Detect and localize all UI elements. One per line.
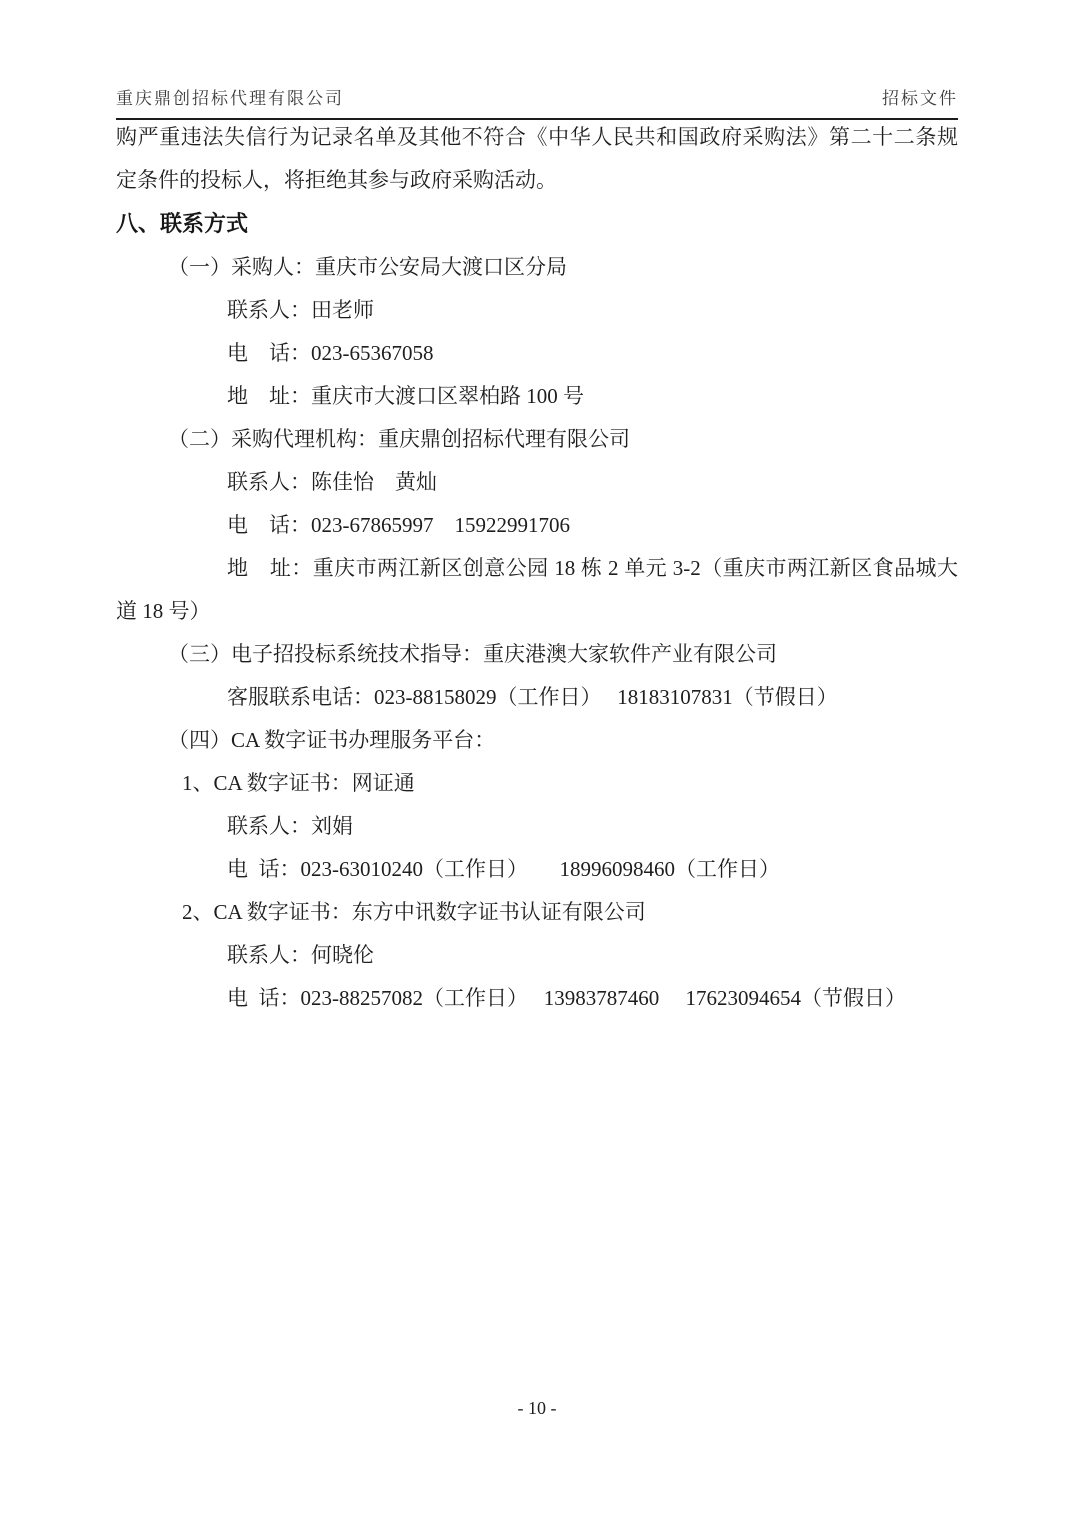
page-header: [116, 84, 958, 120]
contact-line-ca2: 2、CA 数字证书：东方中讯数字证书认证有限公司: [182, 900, 646, 924]
document-body: [116, 116, 958, 1020]
company-name: 重庆鼎创招标代理有限公司: [116, 89, 344, 108]
contact-line-person: 联系人：田老师: [227, 298, 374, 322]
contact-line-phone: 电 话：023-65367058: [227, 341, 434, 365]
contact-line-ebidding-support: （三）电子招投标系统技术指导：重庆港澳大家软件产业有限公司: [168, 642, 777, 666]
contact-line-ca1-phone: 电 话：023-63010240（工作日） 18996098460（工作日）: [227, 857, 780, 881]
contact-line-agency: （二）采购代理机构：重庆鼎创招标代理有限公司: [168, 427, 630, 451]
intro-line-1: 购严重违法失信行为记录名单及其他不符合《中华人民共和国政府采购法》第二十二条规: [116, 125, 958, 149]
contact-line-ca2-phone: 电 话：023-88257082（工作日） 13983787460 17623094654（节假日）: [227, 986, 906, 1010]
contact-section: [116, 246, 958, 1020]
page-number: - 10 -: [517, 1398, 557, 1418]
contact-line-agency-person: 联系人：陈佳怡 黄灿: [227, 470, 437, 494]
contact-line-ca-platform: （四）CA 数字证书办理服务平台：: [168, 728, 496, 752]
contact-line-agency-address: 地 址：重庆市两江新区创意公园 18 栋 2 单元 3-2（重庆市两江新区食品城大: [227, 556, 958, 580]
document-type: 招标文件: [882, 89, 958, 108]
contact-line-address-wrap: 道 18 号）: [116, 599, 211, 623]
contact-line-service-phone: 客服联系电话：023-88158029（工作日） 18183107831（节假日）: [227, 685, 838, 709]
section-heading-contact: 八、联系方式: [116, 211, 249, 236]
contact-line-address: 地 址：重庆市大渡口区翠柏路 100 号: [227, 384, 584, 408]
contact-line-ca2-person: 联系人：何晓伦: [227, 943, 374, 967]
contact-line-ca1-person: 联系人：刘娟: [227, 814, 353, 838]
contact-line-ca1: 1、CA 数字证书：网证通: [182, 771, 415, 795]
contact-line-purchaser: （一）采购人：重庆市公安局大渡口区分局: [168, 255, 567, 279]
contact-line-agency-phone: 电 话：023-67865997 15922991706: [227, 513, 570, 537]
intro-line-2: 定条件的投标人，将拒绝其参与政府采购活动。: [116, 168, 557, 192]
